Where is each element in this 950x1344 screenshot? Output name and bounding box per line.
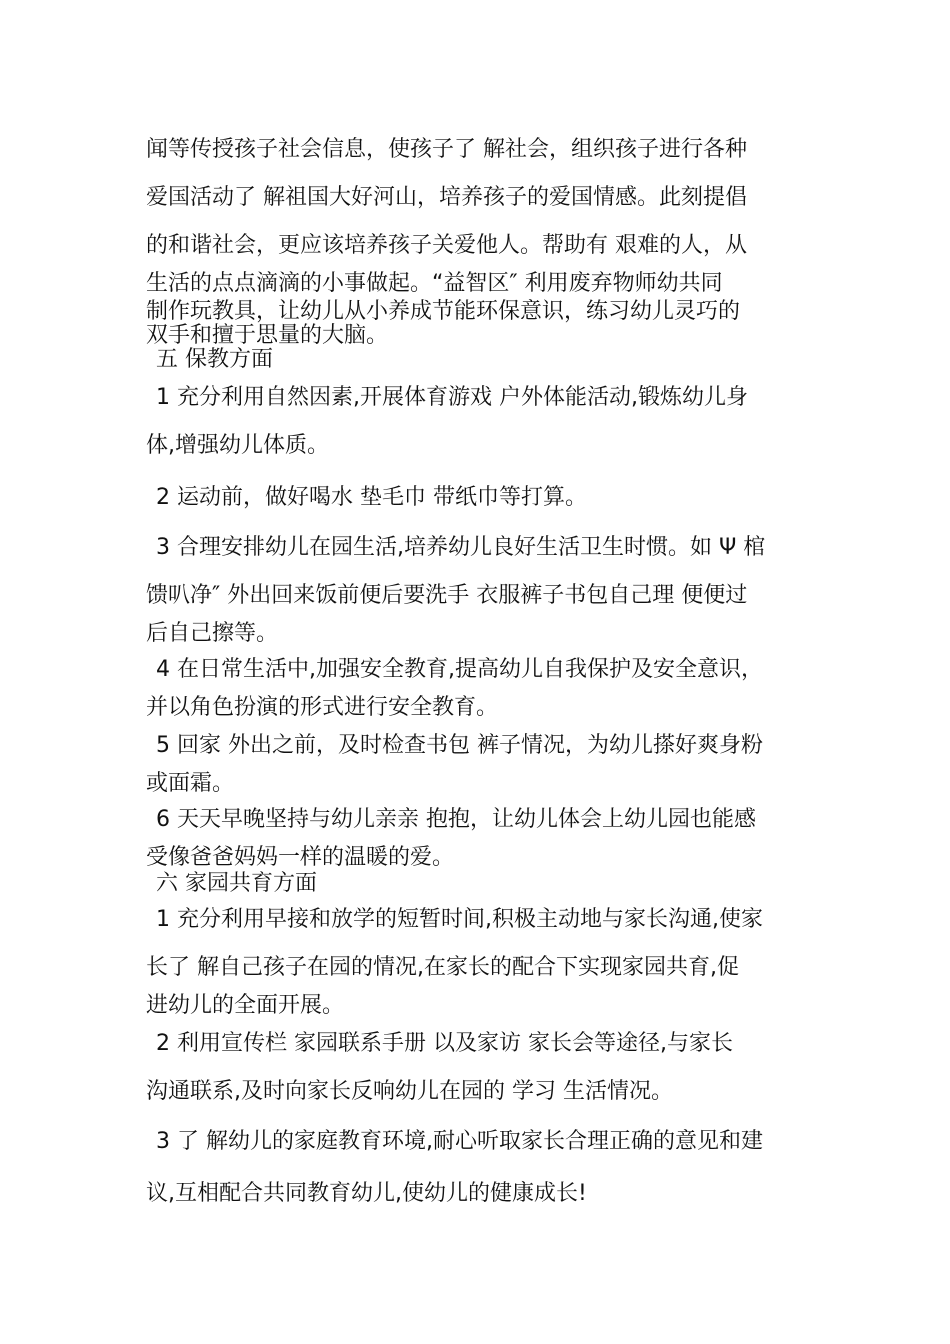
list-item: 2 利用宣传栏 家园联系手册 以及家访 家长会等途径,与家长 bbox=[156, 1031, 733, 1056]
text-line: 制作玩教具，让幼儿从小养成节能环保意识，练习幼儿灵巧的 bbox=[146, 299, 741, 324]
text-line: 进幼儿的全面开展。 bbox=[146, 993, 345, 1018]
list-item: 3 了 解幼儿的家庭教育环境,耐心听取家长合理正确的意见和建 bbox=[156, 1129, 763, 1154]
text-line: 并以角色扮演的形式进行安全教育。 bbox=[146, 695, 499, 720]
text-line: 爱国活动了 解祖国大好河山，培养孩子的爱国情感。此刻提倡 bbox=[146, 185, 747, 210]
text-line: 双手和擅于思量的大脑。 bbox=[146, 323, 389, 348]
text-line: 生活的点点滴滴的小事做起。“益智区″ 利用废弃物师幼共同 bbox=[146, 271, 723, 296]
text-line: 后自己擦等。 bbox=[146, 621, 279, 646]
text-line: 议,互相配合共同教育幼儿,使幼儿的健康成长! bbox=[146, 1181, 587, 1206]
list-item: 1 充分利用早接和放学的短暂时间,积极主动地与家长沟通,使家 bbox=[156, 907, 763, 932]
text-line: 馈叭净″ 外出回来饭前便后要洗手 衣服裤子书包自己理 便便过 bbox=[146, 583, 748, 608]
list-item: 4 在日常生活中,加强安全教育,提高幼儿自我保护及安全意识， bbox=[156, 657, 763, 682]
list-item: 5 回家 外出之前，及时检查书包 裤子情况，为幼儿搽好爽身粉 bbox=[156, 733, 763, 758]
text-line: 或面霜。 bbox=[146, 771, 235, 796]
text-line: 的和谐社会，更应该培养孩子关爱他人。帮助有 艰难的人，从 bbox=[146, 233, 747, 258]
text-line: 闻等传授孩子社会信息，使孩子了 解社会，组织孩子进行各种 bbox=[146, 137, 747, 162]
text-line: 沟通联系,及时向家长反响幼儿在园的 学习 生活情况。 bbox=[146, 1079, 673, 1104]
list-item: 2 运动前，做好喝水 垫毛巾 带纸巾等打算。 bbox=[156, 485, 587, 510]
list-item: 6 天天早晚坚持与幼儿亲亲 抱抱，让幼儿体会上幼儿园也能感 bbox=[156, 807, 756, 832]
section-heading: 六 家园共育方面 bbox=[156, 871, 317, 896]
list-item: 1 充分利用自然因素,开展体育游戏 户外体能活动,锻炼幼儿身 bbox=[156, 385, 748, 410]
text-line: 体,增强幼儿体质。 bbox=[146, 433, 329, 458]
text-line: 受像爸爸妈妈一样的温暖的爱。 bbox=[146, 845, 455, 870]
text-line: 长了 解自己孩子在园的情况,在家长的配合下实现家园共育,促 bbox=[146, 955, 739, 980]
list-item: 3 合理安排幼儿在园生活,培养幼儿良好生活卫生时惯。如 Ψ 棺 bbox=[156, 535, 766, 560]
section-heading: 五 保教方面 bbox=[156, 347, 273, 372]
